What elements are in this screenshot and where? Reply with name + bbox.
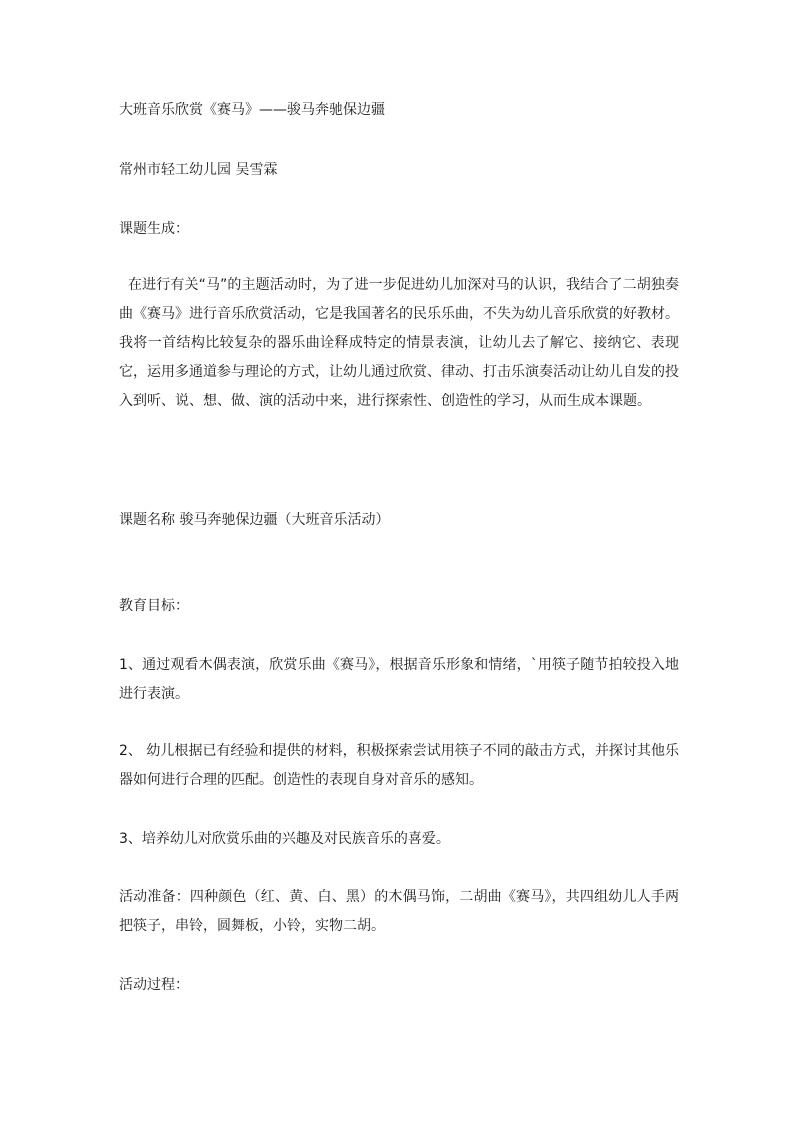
document-title: 大班音乐欣赏《赛马》——骏马奔驰保边疆 (119, 102, 385, 118)
origin-heading: 课题生成： (119, 221, 189, 237)
origin-paragraph: 在进行有关“马”的主题活动时，为了进一步促进幼儿加深对马的认识，我结合了二胡独奏曲《赛马》进行音乐欣赏活动，它是我国著名的民乐乐曲，不失为幼儿音乐欣赏的好教材。我将一首结构比较复杂的器乐曲诠释成特定的情景表演，让幼儿去了解它、接纳它、表现它，运用多通道参与理论的方式，让幼儿通过欣赏、律动、打击乐演奏活动让幼儿自发的投入到听、说、想、做、演的活动中来，进行探索性、创造性的学习，从而生成本课题。 (119, 277, 679, 409)
author-line: 常州市轻工幼儿园 吴雪霖 (119, 162, 278, 178)
goal-item-1: 1、通过观看木偶表演，欣赏乐曲《赛马》，根据音乐形象和情绪，`用筷子随节拍较投入地进行表演。 (119, 657, 679, 702)
goal-item-3: 3、培养幼儿对欣赏乐曲的兴趣及对民族音乐的喜爱。 (119, 831, 450, 847)
preparation-paragraph: 活动准备：四种颜色（红、黄、白、黑）的木偶马饰，二胡曲《赛马》，共四组幼儿人手两把筷子，串铃，圆舞板，小铃，实物二胡。 (119, 889, 679, 934)
goals-heading: 教育目标： (119, 598, 189, 614)
process-heading: 活动过程： (119, 977, 189, 993)
topic-name: 课题名称 骏马奔驰保边疆（大班音乐活动） (119, 512, 390, 528)
goal-item-2: 2、 幼儿根据已有经验和提供的材料，积极探索尝试用筷子不同的敲击方式，并探讨其他乐器如何进行合理的匹配。创造性的表现自身对音乐的感知。 (119, 743, 679, 788)
